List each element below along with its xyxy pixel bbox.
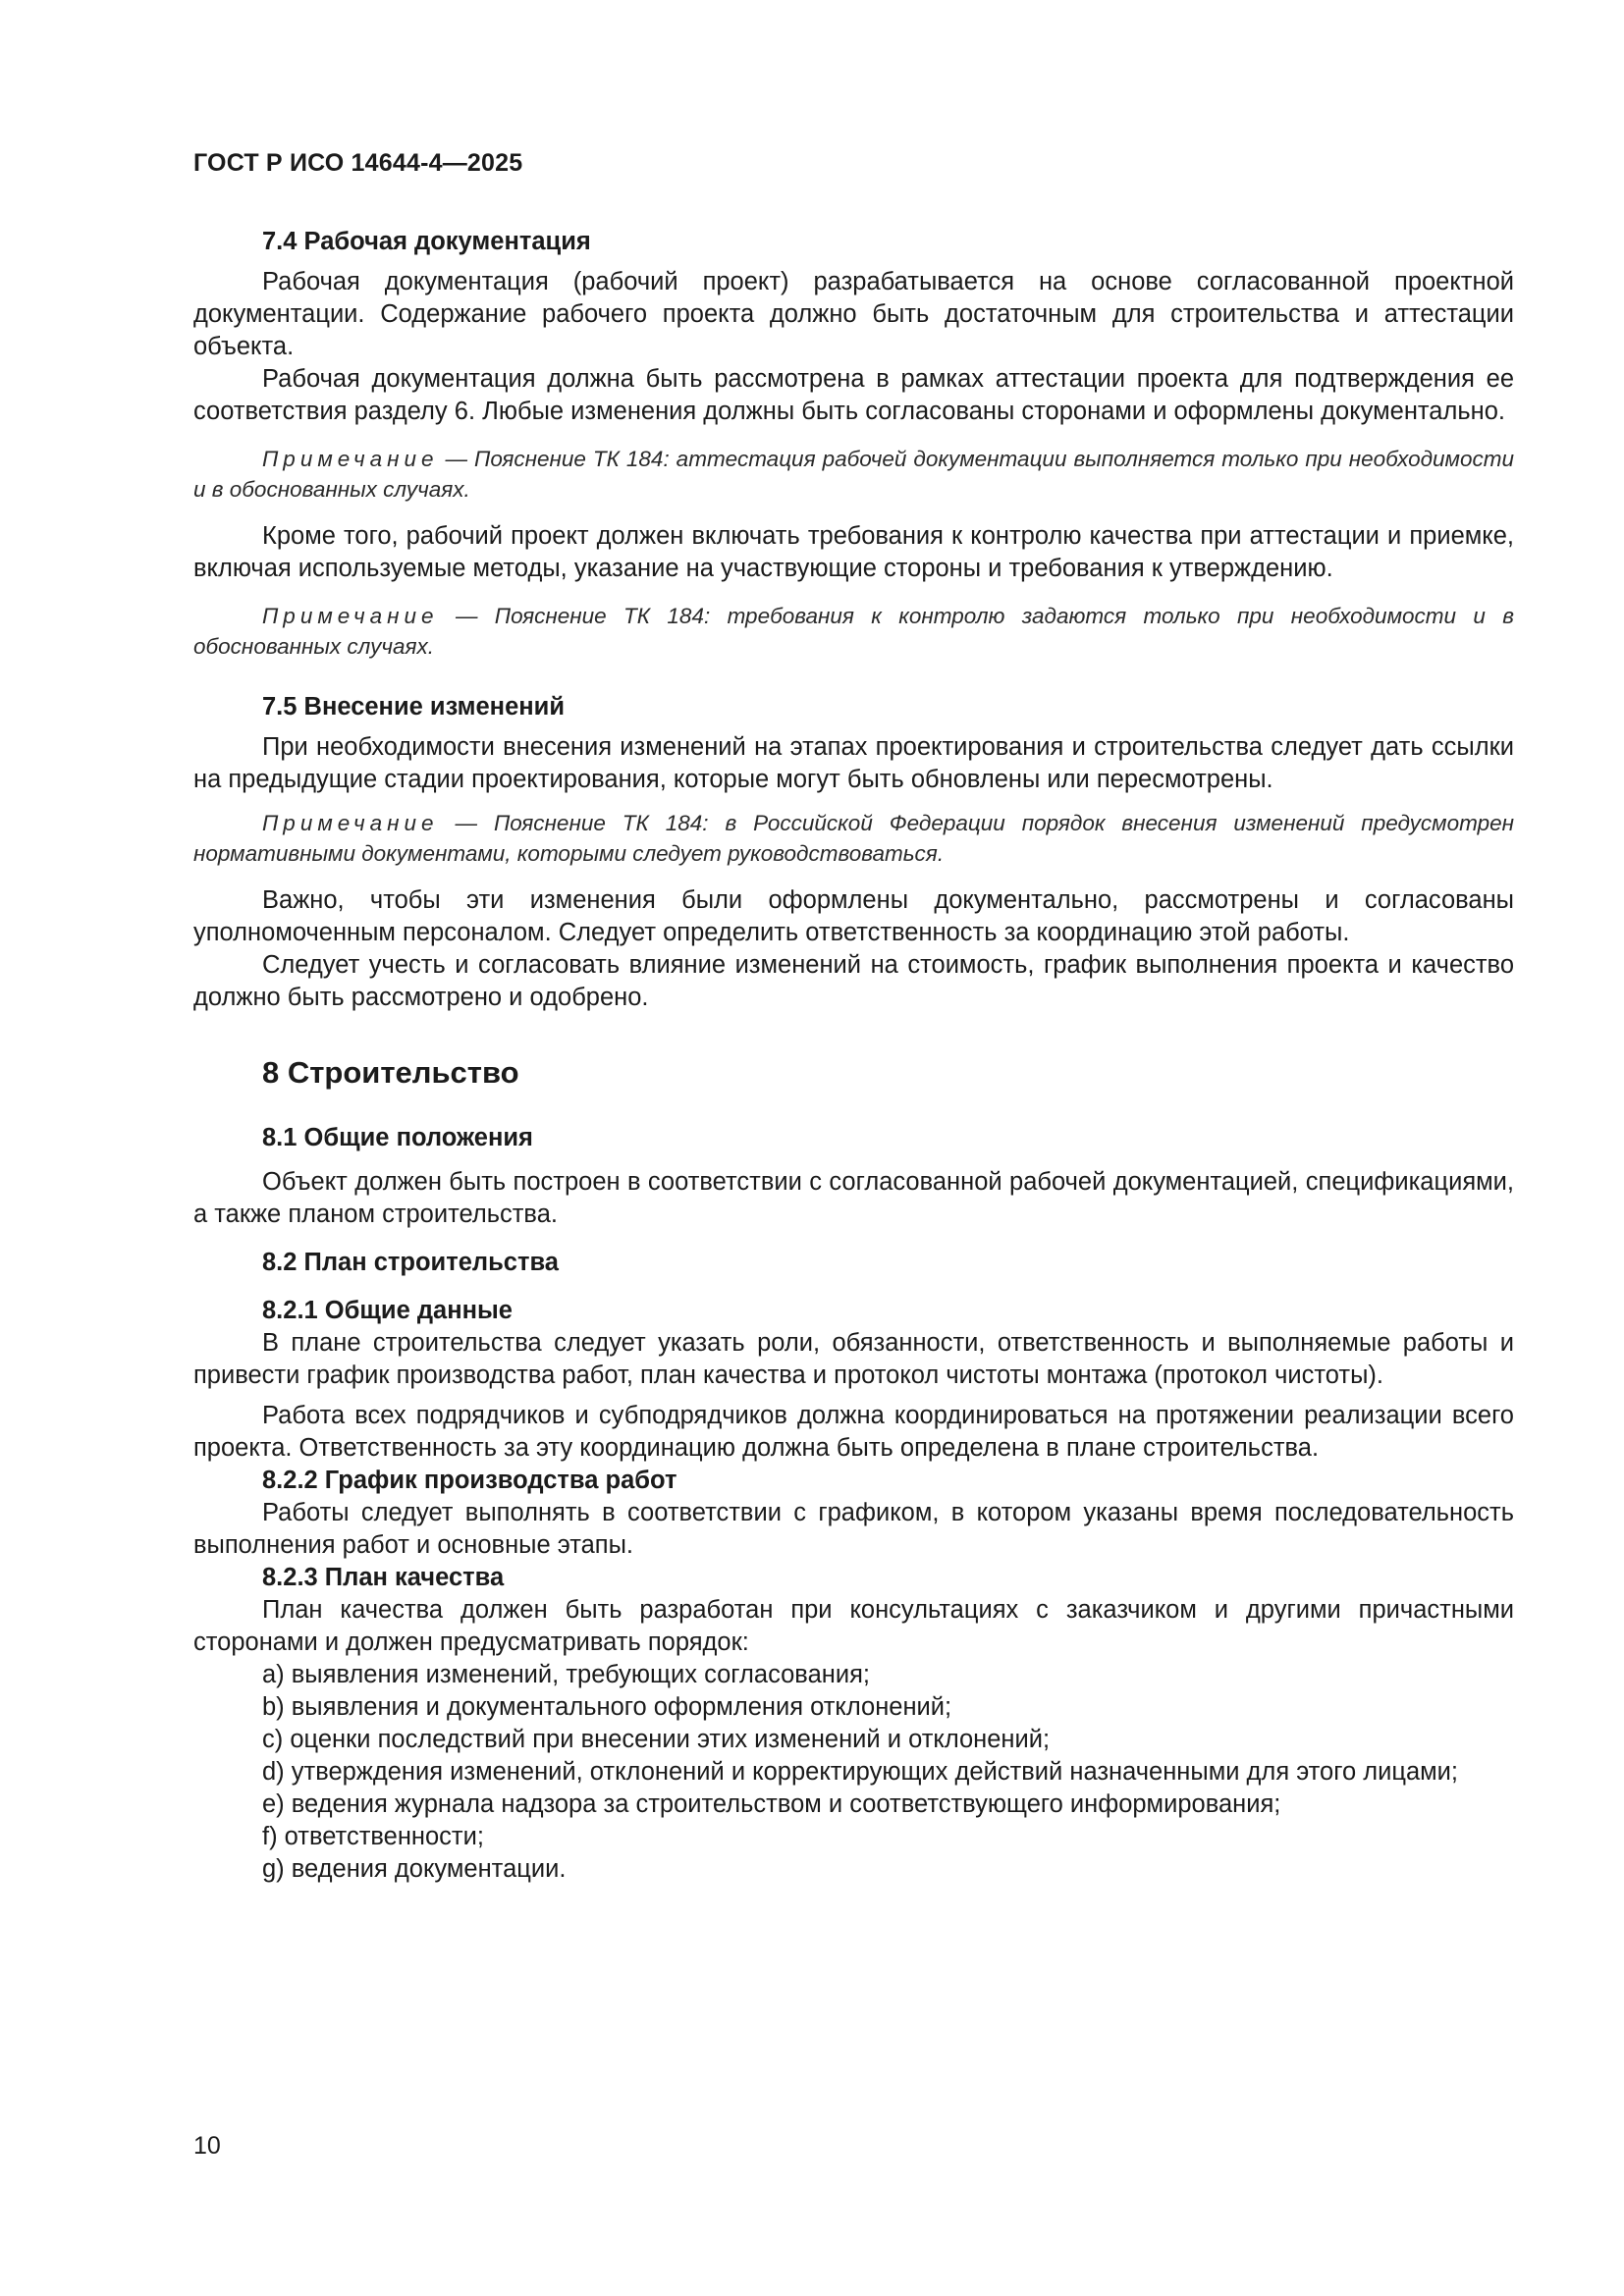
list-item: c) оценки последствий при внесении этих изменений и отклонений; xyxy=(262,1726,1051,1753)
paragraph: Кроме того, рабочий проект должен включать требования к контролю качества при аттестации и приемке, включая используемые методы, указание на участвующие стороны и требования к утверждению. xyxy=(193,522,1514,582)
paragraph: Работа всех подрядчиков и субподрядчиков должна координироваться на протяжении реализации всего проекта. Ответственность за эту координацию должна быть определена в плане строительства. xyxy=(193,1402,1514,1462)
paragraph: В плане строительства следует указать роли, обязанности, ответственность и выполняемые работы и привести график производства работ, план качества и протокол чистоты монтажа (протокол чистоты). xyxy=(193,1329,1514,1389)
note xyxy=(193,808,1514,869)
section-8-2-1-title: 8.2.1 Общие данные xyxy=(262,1297,513,1324)
page-content xyxy=(193,226,1514,1886)
paragraph: План качества должен быть разработан при консультациях с заказчиком и другими причастными сторонами и должен предусматривать порядок: xyxy=(193,1596,1514,1656)
note-label: Примечание xyxy=(262,604,439,628)
list-item: a) выявления изменений, требующих согласования; xyxy=(262,1661,870,1688)
list-item: b) выявления и документального оформления отклонений; xyxy=(262,1693,952,1721)
section-8-2-3-title: 8.2.3 План качества xyxy=(262,1564,505,1591)
paragraph: Объект должен быть построен в соответствии с согласованной рабочей документацией, спецификациями, а также планом строительства. xyxy=(193,1168,1514,1228)
section-7-4-title: 7.4 Рабочая документация xyxy=(262,228,591,255)
section-8-title: 8 Строительство xyxy=(262,1055,519,1090)
page-number: 10 xyxy=(193,2132,221,2160)
list-item: e) ведения журнала надзора за строительством и соответствующего информирования; xyxy=(262,1790,1281,1818)
paragraph: Следует учесть и согласовать влияние изменений на стоимость, график выполнения проекта и качество должно быть рассмотрено и одобрено. xyxy=(193,951,1514,1011)
list-item: f) ответственности; xyxy=(262,1823,484,1850)
paragraph: Работы следует выполнять в соответствии с графиком, в котором указаны время последовательность выполнения работ и основные этапы. xyxy=(193,1499,1514,1559)
note-label: Примечание xyxy=(262,447,439,471)
section-8-1-title: 8.1 Общие положения xyxy=(262,1124,533,1151)
paragraph: Рабочая документация (рабочий проект) разрабатывается на основе согласованной проектной документации. Содержание рабочего проекта должно быть достаточным для строительства и аттестации объекта. xyxy=(193,268,1514,360)
list-item: d) утверждения изменений, отклонений и корректирующих действий назначенными для этого лицами; xyxy=(262,1758,1459,1786)
document-header: ГОСТ Р ИСО 14644-4—2025 xyxy=(193,149,523,177)
note-text: — Пояснение ТК 184: аттестация рабочей документации выполняется только при необходимости и в обоснованных случаях. xyxy=(193,447,1514,502)
section-8-2-title: 8.2 План строительства xyxy=(262,1249,559,1276)
note-label: Примечание xyxy=(262,811,439,835)
note xyxy=(193,601,1514,662)
list-item: g) ведения документации. xyxy=(262,1855,567,1883)
paragraph: Важно, чтобы эти изменения были оформлены документально, рассмотрены и согласованы уполномоченным персоналом. Следует определить ответственность за координацию этой работы. xyxy=(193,886,1514,946)
note-text: — Пояснение ТК 184: требования к контролю задаются только при необходимости и в обоснованных случаях. xyxy=(193,604,1514,659)
section-7-5-title: 7.5 Внесение изменений xyxy=(262,693,566,721)
note-text: — Пояснение ТК 184: в Российской Федерации порядок внесения изменений предусмотрен нормативными документами, которыми следует руководствоваться. xyxy=(193,811,1514,866)
paragraph: При необходимости внесения изменений на этапах проектирования и строительства следует дать ссылки на предыдущие стадии проектирования, которые могут быть обновлены или пересмотрены. xyxy=(193,733,1514,793)
note xyxy=(193,444,1514,505)
paragraph: Рабочая документация должна быть рассмотрена в рамках аттестации проекта для подтверждения ее соответствия разделу 6. Любые изменения должны быть согласованы сторонами и оформлены документально. xyxy=(193,365,1514,425)
section-8-2-2-title: 8.2.2 График производства работ xyxy=(262,1467,677,1494)
